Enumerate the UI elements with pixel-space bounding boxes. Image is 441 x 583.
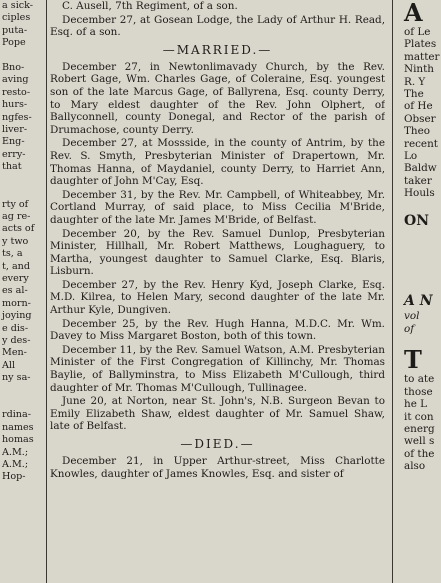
left-fragment-line: puta- [2,24,28,36]
left-fragment-line: Pope [2,37,26,49]
right-fragment-line: A [404,0,423,27]
right-fragment-line: matter [404,50,440,63]
left-fragment-line: liver- [2,124,28,136]
right-column-fragment [402,0,441,583]
marriage-notice: December 25, by the Rev. Hugh Hanna, M.D.C. Mr. Wm. Davey to Miss Margaret Boston, both of this town. [50,317,385,343]
marriage-notice: June 20, at Norton, near St. John's, N.B. Surgeon Bevan to Emily Elizabeth Shaw, eldest daughter of Mr. Samuel Shaw, late of Belfast. [50,395,385,433]
marriage-notice: December 27, in Newtonlimavady Church, by the Rev. Robert Gage, Wm. Charles Gage, of Coleraine, Esq. youngest son of the late Marcus Gage, of Ballyrena, Esq. county Derry, to Mary eldest daughter of the Rev. John Olphert, of Ballyconnell, county Donegal, and Rector of the parish of Drumachose, county Derry. [50,60,385,136]
right-fragment-line: Plates [404,38,437,51]
right-fragment-line: of the [404,447,435,460]
right-fragment-line [402,280,441,292]
right-fragment-line: Theo [404,125,431,138]
marriage-notice: December 31, by the Rev. Mr. Campbell, of Whiteabbey, Mr. Cortland Murray, of said place, to Miss Cecilia M'Bride, daughter of the late Mr. James M'Bride, of Belfast. [50,188,385,226]
left-fragment-line: es al- [2,285,28,297]
left-fragment-line: joying [2,310,32,322]
right-fragment-line [402,267,441,279]
right-fragment-line: it con [404,410,434,423]
death-notices [50,455,385,480]
left-fragment-line [0,385,44,397]
right-fragment-line: Lo [404,150,418,163]
left-fragment-line: names [2,421,34,433]
marriage-notice: December 11, by the Rev. Samuel Watson, A.M. Presbyterian Minister of the First Congregation of Killinchy, Mr. Thomas Baylie, of Ballyminstra, to Miss Elizabeth M'Cullough, third daughter of Mr. Thomas M'Cullough, Tullinagee. [50,343,385,394]
left-fragment-line: Hop- [2,471,26,483]
birth-notice: December 27, at Gosean Lodge, the Lady of Arthur H. Read, Esq. of a son. [50,13,385,39]
left-fragment-line [0,50,44,62]
right-fragment-line: recent [404,137,438,150]
left-fragment-line: t, and [2,260,30,272]
right-fragment-line [402,200,441,212]
left-fragment-line [0,397,44,409]
left-fragment-line: Eng- [2,136,25,148]
married-heading: —MARRIED.— [162,42,273,57]
left-fragment-line: ag re- [2,210,31,222]
left-fragment-line: hurs- [2,99,28,111]
left-fragment-line: Men- [2,347,27,359]
right-fragment-line: taker [404,174,432,187]
left-column-fragment [0,0,44,583]
right-fragment-line [402,255,441,267]
right-fragment-line: well s [404,435,435,448]
left-fragment-line: rty of [2,198,29,210]
right-fragment-line: Baldw [404,162,437,175]
left-fragment-line: erry- [2,148,26,160]
right-fragment-line: also [404,460,426,473]
marriage-notice: December 27, at Mossside, in the county of Antrim, by the Rev. S. Smyth, Presbyterian Minister of Drapertown, Mr. Thomas Hanna, of Maydaniel, county Derry, to Harriet Ann, daughter of John M'Cay, Esq. [50,137,385,188]
left-fragment-line: e dis- [2,322,29,334]
married-notices [50,61,385,433]
right-fragment-line: ON [404,213,429,230]
right-fragment-line: Houls [404,187,435,200]
right-fragment-line: of Le [404,26,431,38]
right-fragment-line: T [404,345,422,375]
right-fragment-line: those [404,385,433,398]
left-fragment-line: that [2,161,22,173]
birth-notice: C. Ausell, 7th Regiment, of a son. [62,0,238,12]
right-fragment-line: vol [404,310,420,323]
left-fragment-line [0,186,44,198]
left-fragment-line: resto- [2,86,31,98]
right-fragment-line: energ [404,422,435,435]
column-rule-right [392,0,393,583]
left-fragment-line: homas [2,434,34,446]
left-fragment-line: every [2,272,29,284]
right-fragment-line: A N [404,293,433,310]
right-fragment-line: R. Y [404,75,426,88]
marriage-notice: December 20, by the Rev. Samuel Dunlop, Presbyterian Minister, Hillhall, Mr. Robert Matthews, Loughaguery, to Martha, youngest daughter to Samuel Clarke, Esq. Blaris, Lisburn. [50,227,385,278]
right-fragment-line [402,243,441,255]
left-fragment-line: a sick- [2,0,34,11]
right-fragment-line: of He [404,100,433,113]
left-fragment-line: Bno- [2,62,25,74]
main-column [50,0,385,583]
births-continued [50,0,385,39]
left-fragment-line: ciples [2,12,31,24]
left-fragment-line: acts of [2,223,35,235]
column-rule-left [46,0,47,583]
left-fragment-line: aving [2,74,29,86]
right-fragment-line: he L [404,398,428,411]
right-fragment-line: Ninth [404,63,434,76]
left-fragment-line: A.M.; [2,446,29,458]
left-fragment-line [0,174,44,186]
marriage-notice: December 27, by the Rev. Henry Kyd, Joseph Clarke, Esq. M.D. Kilrea, to Helen Mary, second daughter of the late Mr. Arthur Kyle, Dungiven. [50,278,385,317]
died-heading: —DIED.— [180,437,255,451]
right-fragment-line: of [404,322,415,335]
left-fragment-line: ngfes- [2,111,32,123]
left-fragment-line: y des- [2,334,31,346]
left-fragment-line: morn- [2,297,31,309]
right-fragment-line [402,230,441,242]
left-fragment-line: y two [2,235,29,247]
right-fragment-line: Obser [404,112,436,125]
left-fragment-line: All [2,359,16,371]
right-fragment-line: The [404,88,424,101]
left-fragment-line: ny sa- [2,372,31,384]
left-fragment-line: rdina- [2,409,31,421]
left-fragment-line: ts, a [2,248,23,260]
death-notice: December 21, in Upper Arthur-street, Miss Charlotte Knowles, daughter of James Knowles, Esq. and sister of [50,455,385,480]
left-fragment-line: A.M.; [2,459,29,471]
right-fragment-line: to ate [404,373,435,386]
